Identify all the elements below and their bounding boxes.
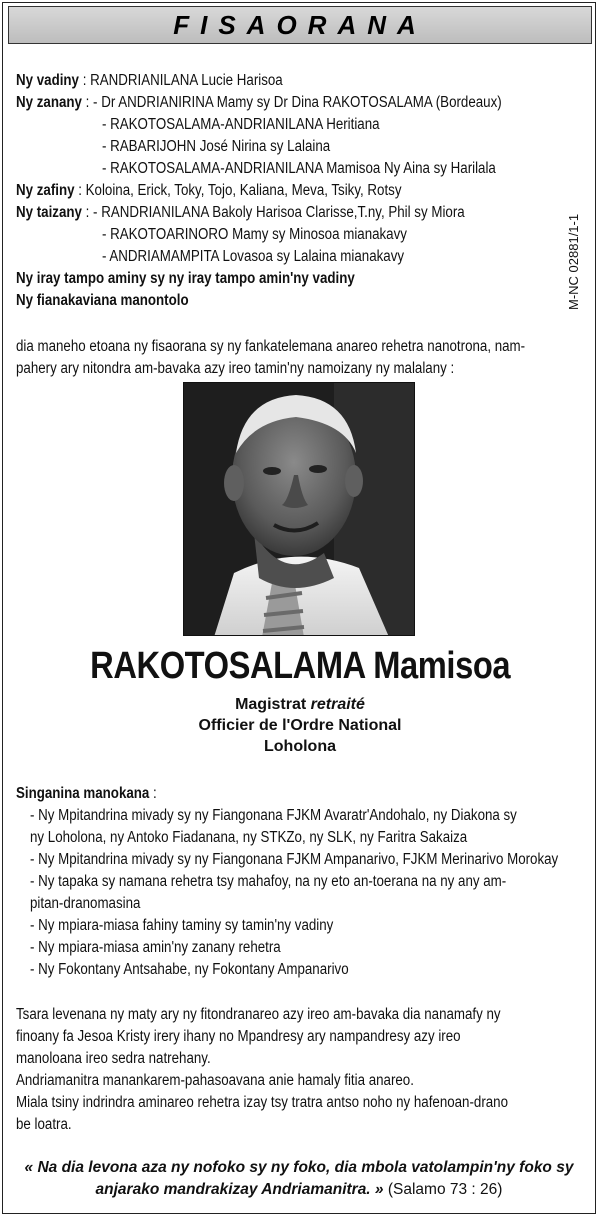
thanks-heading: Singanina manokana — [16, 785, 150, 802]
notice-title: FISAORANA — [173, 9, 427, 40]
tampo-line: Ny iray tampo aminy sy ny iray tampo amin'ny vadiny — [16, 270, 355, 287]
zafiny-value: : Koloina, Erick, Toky, Tojo, Kaliana, Meva, Tsiky, Rotsy — [78, 182, 402, 199]
taizany-line-0: : - RANDRIANILANA Bakoly Harisoa Clarisse,T.ny, Phil sy Miora — [85, 204, 465, 221]
zanany-line-2: - RABARIJOHN José Nirina sy Lalaina — [102, 138, 331, 155]
closing-line-3: manoloana ireo sedra natrehany. — [16, 1050, 211, 1067]
vadiny-value: : RANDRIANILANA Lucie Harisoa — [82, 72, 283, 89]
quote-line-2-row — [16, 1179, 582, 1201]
thanks-item-5: - Ny mpiara-miasa fahiny taminy sy tamin'ny vadiny — [30, 917, 334, 934]
deceased-name: RAKOTOSALAMA Mamisoa — [90, 645, 510, 687]
thanks-heading-row: Singanina manokana : — [16, 785, 157, 802]
thanks-item-4: pitan-dranomasina — [30, 895, 141, 912]
closing-line-4: Andriamanitra manankarem-pahasoavana anie hamaly fitia anareo. — [16, 1072, 414, 1089]
thanks-item-1: ny Loholona, ny Antoko Fiadanana, ny STKZo, ny SLK, ny Faritra Sakaiza — [30, 829, 468, 846]
taizany-row — [16, 202, 465, 224]
side-reference — [566, 213, 586, 430]
quote-line-1: « Na dia levona aza ny nofoko sy ny foko, dia mbola vatolampin'ny foko sy — [24, 1159, 574, 1176]
vadiny-label: Ny vadiny — [16, 72, 79, 89]
zanany-line-3: - RAKOTOSALAMA-ANDRIANILANA Mamisoa Ny Aina sy Harilala — [102, 160, 496, 177]
deceased-title-3: Loholona — [264, 738, 336, 755]
side-reference-text: M-NC 02881/1-1 — [566, 213, 581, 310]
taizany-line-1: - RAKOTOARINORO Mamy sy Minosoa mianakavy — [102, 226, 407, 243]
zanany-line-1: - RAKOTOSALAMA-ANDRIANILANA Heritiana — [102, 116, 380, 133]
portrait-photo — [183, 382, 415, 636]
portrait-illustration — [184, 383, 415, 636]
quote-reference: (Salamo 73 : 26) — [383, 1181, 503, 1198]
thanks-item-2: - Ny Mpitandrina mivady sy ny Fiangonana FJKM Ampanarivo, FJKM Merinarivo Morokay — [30, 851, 559, 868]
thanks-item-6: - Ny mpiara-miasa amin'ny zanany rehetra — [30, 939, 281, 956]
notice-header — [8, 6, 592, 44]
closing-line-2: finoany fa Jesoa Kristy irery ihany no Mpandresy ary nampandresy azy ireo — [16, 1028, 461, 1045]
zanany-label: Ny zanany — [16, 94, 82, 111]
intro-line-2: pahery ary nitondra am-bavaka azy ireo tamin'ny namoizany ny malalany : — [16, 360, 455, 377]
bible-quote — [16, 1157, 582, 1201]
deceased-titles — [0, 694, 600, 757]
zafiny-label: Ny zafiny — [16, 182, 75, 199]
closing-line-5: Miala tsiny indrindra aminareo rehetra izay tsy tratra antso noho ny hafenoan-drano — [16, 1094, 509, 1111]
zanany-line-0: : - Dr ANDRIANIRINA Mamy sy Dr Dina RAKOTOSALAMA (Bordeaux) — [85, 94, 502, 111]
quote-line-2: anjarako mandrakizay Andriamanitra. » — [95, 1181, 384, 1198]
closing-line-1: Tsara levenana ny maty ary ny fitondranareo azy ireo am-bavaka dia nanamafy ny — [16, 1006, 501, 1023]
fianakaviana-line: Ny fianakaviana manontolo — [16, 292, 189, 309]
deceased-title-2: Officier de l'Ordre National — [198, 717, 402, 734]
taizany-line-2: - ANDRIAMAMPITA Lovasoa sy Lalaina mianakavy — [102, 248, 405, 265]
intro-line-1: dia maneho etoana ny fisaorana sy ny fankatelemana anareo rehetra nanotrona, nam- — [16, 338, 526, 355]
vadiny-row — [16, 70, 283, 92]
thanks-item-3: - Ny tapaka sy namana rehetra tsy mahafoy, na ny eto an-toerana na ny any am- — [30, 873, 507, 890]
thanks-item-0: - Ny Mpitandrina mivady sy ny Fiangonana FJKM Avaratr'Andohalo, ny Diakona sy — [30, 807, 517, 824]
zafiny-row — [16, 180, 402, 202]
taizany-label: Ny taizany — [16, 204, 82, 221]
deceased-title-1: Magistrat retraité — [235, 696, 365, 713]
closing-line-6: be loatra. — [16, 1116, 72, 1133]
zanany-row — [16, 92, 502, 114]
thanks-item-7: - Ny Fokontany Antsahabe, ny Fokontany Ampanarivo — [30, 961, 349, 978]
